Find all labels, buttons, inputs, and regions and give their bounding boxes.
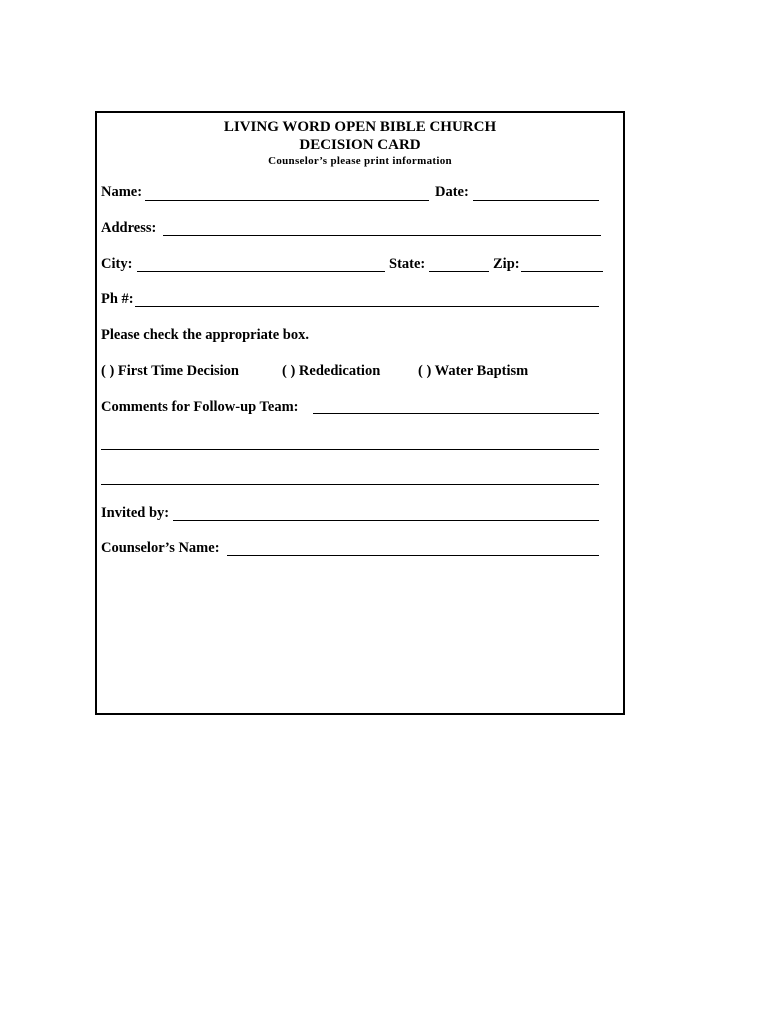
address-field[interactable] <box>163 235 601 236</box>
date-label: Date: <box>435 184 469 200</box>
option-rededication[interactable]: ( ) Rededication <box>282 363 381 379</box>
name-label: Name: <box>101 184 143 200</box>
card-title: DECISION CARD <box>299 137 421 153</box>
comments-field-line-3[interactable] <box>101 484 599 485</box>
check-prompt: Please check the appropriate box. <box>101 327 309 343</box>
phone-label: Ph #: <box>101 291 134 307</box>
phone-field[interactable] <box>135 306 599 307</box>
comments-field-line-2[interactable] <box>101 449 599 450</box>
state-label: State: <box>389 256 426 272</box>
counselor-name-label: Counselor’s Name: <box>101 540 220 556</box>
comments-label: Comments for Follow-up Team: <box>101 399 299 415</box>
date-field[interactable] <box>473 200 599 201</box>
invited-by-label: Invited by: <box>101 505 170 521</box>
church-name: LIVING WORD OPEN BIBLE CHURCH <box>223 119 497 135</box>
city-label: City: <box>101 256 133 272</box>
city-field[interactable] <box>137 271 385 272</box>
option-water-baptism[interactable]: ( ) Water Baptism <box>418 363 529 379</box>
zip-field[interactable] <box>521 271 603 272</box>
address-label: Address: <box>101 220 157 236</box>
invited-by-field[interactable] <box>173 520 599 521</box>
comments-field-line-1[interactable] <box>313 413 599 414</box>
zip-label: Zip: <box>493 256 520 272</box>
name-field[interactable] <box>145 200 429 201</box>
counselor-name-field[interactable] <box>227 555 599 556</box>
decision-card <box>95 111 625 715</box>
option-first-time-decision[interactable]: ( ) First Time Decision <box>101 363 239 379</box>
instruction-text: Counselor’s please print information <box>268 155 452 167</box>
state-field[interactable] <box>429 271 489 272</box>
